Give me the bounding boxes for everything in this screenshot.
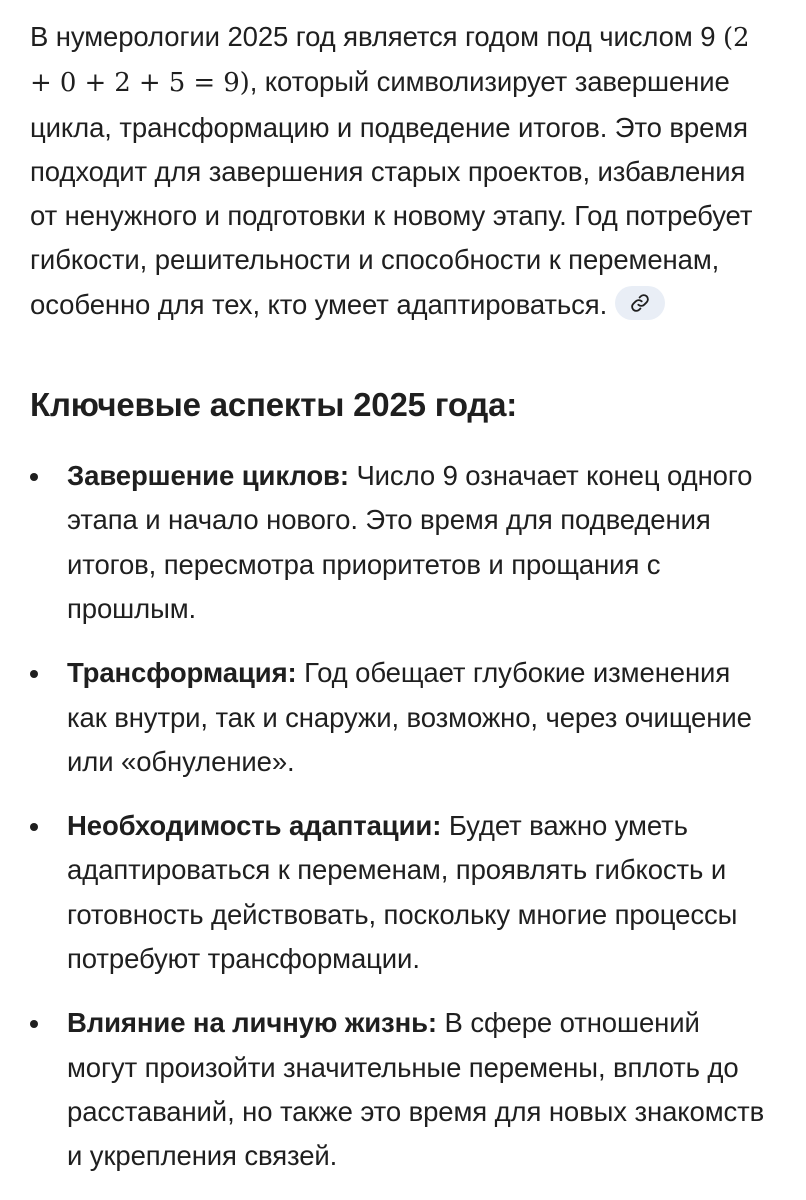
intro-paragraph	[30, 15, 772, 327]
list-item	[30, 804, 772, 981]
key-aspects-list	[30, 454, 772, 1178]
list-item-text: Число 9 означает конец одного этапа и начало нового. Это время для подведения итогов, пересмотра приоритетов и прощания с прошлым.	[67, 460, 753, 624]
list-item-title: Необходимость адаптации:	[67, 810, 442, 842]
list-item	[30, 651, 772, 784]
bullet-dot	[30, 823, 38, 831]
bullet-dot	[30, 670, 38, 678]
bullet-dot	[30, 1020, 38, 1028]
intro-text-start: В нумерологии 2025 год является годом под числом 9	[30, 21, 723, 52]
source-link-button[interactable]	[615, 286, 665, 320]
list-item-text: Будет важно уметь адаптироваться к переменам, проявлять гибкость и готовность действовать, поскольку многие процессы потребуют трансформации.	[67, 810, 738, 975]
bullet-dot	[30, 473, 38, 481]
intro-text-end: , который символизирует завершение цикла, трансформацию и подведение итогов. Это время подходит для завершения старых проектов, избавления от ненужного и подготовки к новому этапу. Год потребует гибкости, решительности и способности к переменам, особенно для тех, кто умеет адаптироваться.	[30, 66, 753, 320]
list-item-text: Год обещает глубокие изменения как внутри, так и снаружи, возможно, через очищение или «обнуление».	[67, 657, 752, 777]
list-item-title: Трансформация:	[67, 657, 297, 689]
list-item	[30, 1001, 772, 1178]
list-item-title: Влияние на личную жизнь:	[67, 1007, 437, 1039]
list-item	[30, 454, 772, 631]
list-item-text: В сфере отношений могут произойти значительные перемены, вплоть до расставаний, но также это время для новых знакомств и укрепления связей.	[67, 1007, 765, 1172]
link-icon	[630, 293, 650, 313]
list-item-title: Завершение циклов:	[67, 460, 349, 492]
section-title: Ключевые аспекты 2025 года:	[30, 386, 518, 424]
numerology-formula: (2 + 0 + 2 + 5 = 9)	[30, 23, 750, 99]
